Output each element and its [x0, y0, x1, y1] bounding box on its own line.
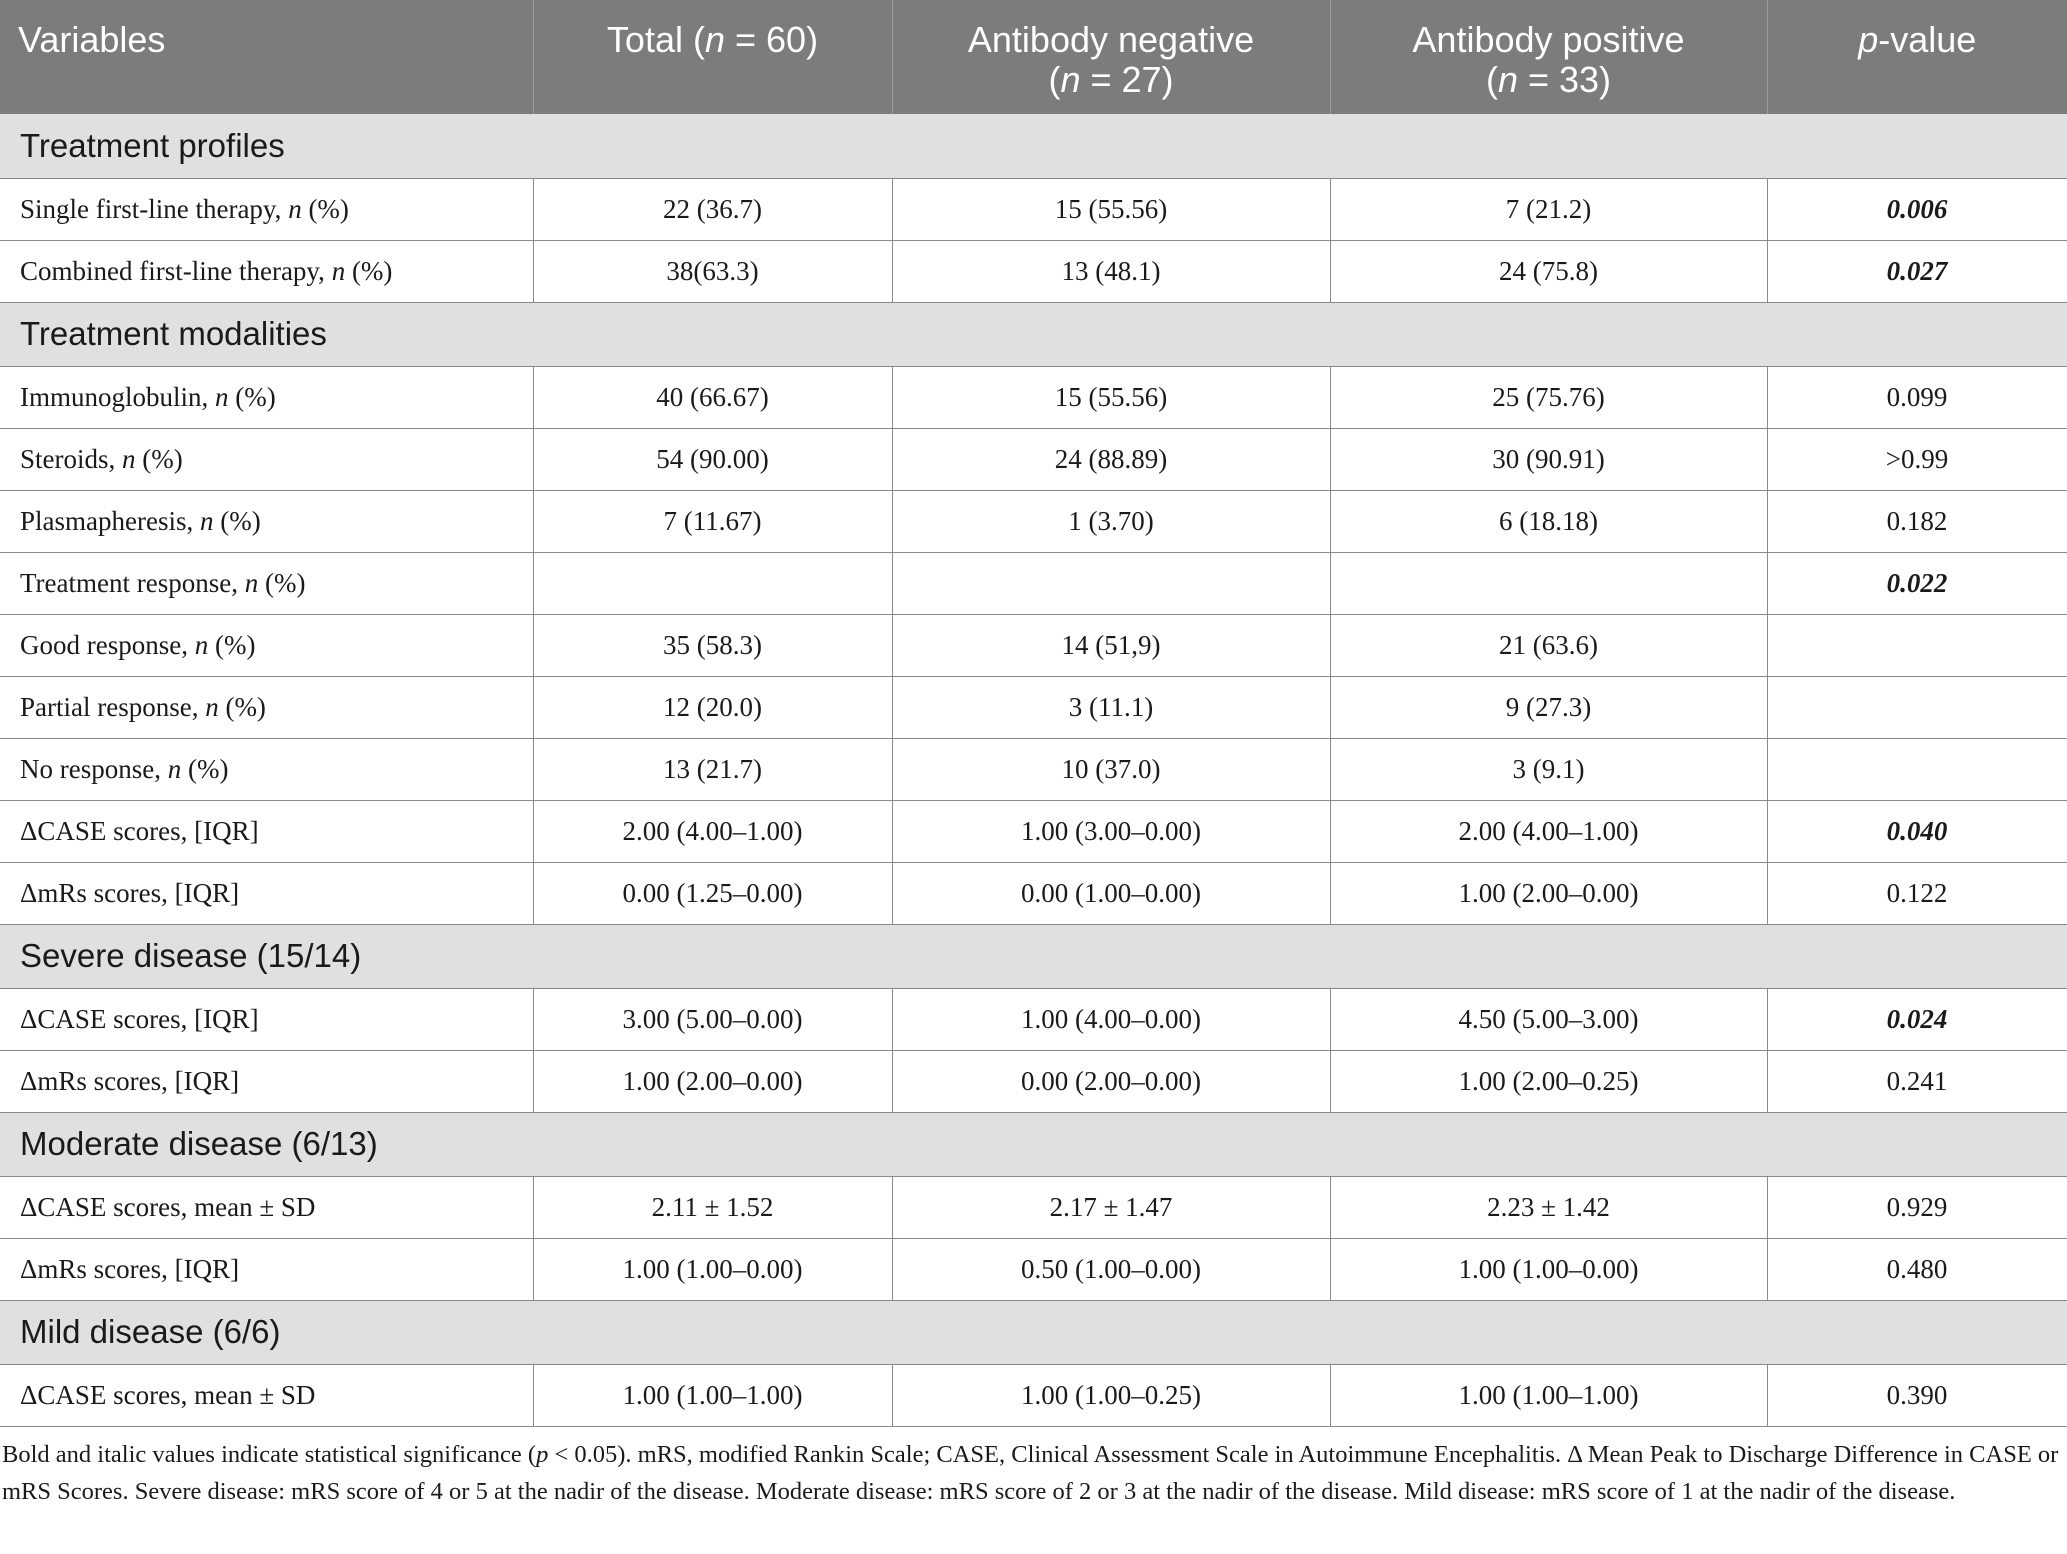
header-antibody-negative: Antibody negative (n = 27): [892, 0, 1330, 114]
row-label-n: n: [288, 193, 302, 224]
cell-total: 2.11 ± 1.52: [533, 1176, 892, 1238]
header-total: Total (n = 60): [533, 0, 892, 114]
row-label-text: Treatment response,: [20, 567, 245, 598]
table-row: [0, 1238, 2067, 1300]
cell-antibody-positive: 21 (63.6): [1330, 614, 1767, 676]
cell-antibody-positive: 4.50 (5.00–3.00): [1330, 988, 1767, 1050]
cell-p-value: 0.929: [1767, 1176, 2067, 1238]
cell-antibody-negative: 15 (55.56): [892, 366, 1330, 428]
header-antibody-positive: Antibody positive (n = 33): [1330, 0, 1767, 114]
row-label-text: ΔmRs scores, [IQR]: [20, 877, 240, 908]
cell-total: 35 (58.3): [533, 614, 892, 676]
cell-antibody-positive: 1.00 (2.00–0.25): [1330, 1050, 1767, 1112]
row-label-unit: (%): [351, 255, 393, 286]
row-label-n: n: [244, 567, 259, 598]
row-label-unit: (%): [235, 381, 276, 412]
cell-antibody-negative: 14 (51,9): [892, 614, 1330, 676]
cell-antibody-positive: 1.00 (2.00–0.00): [1330, 862, 1767, 924]
cell-p-value: 0.006: [1767, 178, 2067, 240]
row-label: [0, 1364, 533, 1426]
cell-antibody-negative: 1 (3.70): [892, 490, 1330, 552]
cell-antibody-positive: 30 (90.91): [1330, 428, 1767, 490]
row-label-n: n: [199, 505, 214, 536]
row-label-unit: (%): [308, 193, 349, 224]
cell-antibody-positive: 9 (27.3): [1330, 676, 1767, 738]
table-row: [0, 988, 2067, 1050]
row-label-text: Immunoglobulin,: [20, 381, 215, 412]
section-title: Mild disease (6/6): [0, 1300, 2067, 1364]
row-label-text: Good response,: [20, 629, 195, 660]
row-label: [0, 1238, 533, 1300]
row-label-text: ΔCASE scores, mean ± SD: [20, 1379, 316, 1410]
row-label: [0, 988, 533, 1050]
cell-total: 12 (20.0): [533, 676, 892, 738]
cell-antibody-negative: 24 (88.89): [892, 428, 1330, 490]
cell-total: 22 (36.7): [533, 178, 892, 240]
cell-total: 1.00 (1.00–0.00): [533, 1238, 892, 1300]
table-row: [0, 490, 2067, 552]
row-label-text: ΔmRs scores, [IQR]: [20, 1065, 240, 1096]
table-header: [0, 0, 2067, 114]
cell-total: 13 (21.7): [533, 738, 892, 800]
row-label: [0, 428, 533, 490]
cell-antibody-negative: 0.00 (2.00–0.00): [892, 1050, 1330, 1112]
row-label: [0, 738, 533, 800]
header-p-value: p-value: [1767, 0, 2067, 114]
cell-antibody-negative: 2.17 ± 1.47: [892, 1176, 1330, 1238]
section-title: Severe disease (15/14): [0, 924, 2067, 988]
row-label: [0, 178, 533, 240]
cell-antibody-negative: 1.00 (3.00–0.00): [892, 800, 1330, 862]
table-row: [0, 366, 2067, 428]
row-label-n: n: [167, 753, 182, 784]
row-label: [0, 800, 533, 862]
table-footnote: Bold and italic values indicate statistical significance (p < 0.05). mRS, modified Rankin Scale; CASE, Clinical Assessment Scale in Autoimmune Encephalitis. Δ Mean Peak to Discharge Difference in CASE or mRS Scores. Severe disease: mRS score of 4 or 5 at the nadir of the disease. Moderate disease: mRS score of 2 or 3 at the nadir of the disease. Mild disease: mRS score of 1 at the nadir of the disease.: [2, 1441, 2059, 1505]
cell-antibody-negative: 0.00 (1.00–0.00): [892, 862, 1330, 924]
cell-p-value: 0.040: [1767, 800, 2067, 862]
table-row: [0, 1176, 2067, 1238]
row-label: [0, 240, 533, 302]
row-label-text: Steroids,: [20, 443, 123, 474]
header-variables: Variables: [0, 0, 533, 114]
row-label-n: n: [122, 443, 136, 474]
table-row: [0, 738, 2067, 800]
row-label-n: n: [331, 255, 346, 286]
row-label-n: n: [194, 629, 209, 660]
cell-antibody-positive: 2.23 ± 1.42: [1330, 1176, 1767, 1238]
section-row: [0, 1300, 2067, 1364]
row-label: [0, 1050, 533, 1112]
row-label: [0, 366, 533, 428]
row-label-unit: (%): [214, 629, 256, 660]
row-label-text: ΔmRs scores, [IQR]: [20, 1253, 240, 1284]
cell-antibody-positive: 2.00 (4.00–1.00): [1330, 800, 1767, 862]
cell-p-value: [1767, 676, 2067, 738]
row-label-text: ΔCASE scores, [IQR]: [20, 1003, 259, 1034]
row-label-text: ΔCASE scores, mean ± SD: [20, 1191, 316, 1222]
cell-total: 7 (11.67): [533, 490, 892, 552]
cell-antibody-negative: 3 (11.1): [892, 676, 1330, 738]
row-label: [0, 676, 533, 738]
cell-total: 1.00 (2.00–0.00): [533, 1050, 892, 1112]
section-row: [0, 1112, 2067, 1176]
cell-antibody-negative: 0.50 (1.00–0.00): [892, 1238, 1330, 1300]
cell-p-value: 0.122: [1767, 862, 2067, 924]
row-label-text: Single first-line therapy,: [20, 193, 289, 224]
table-row: [0, 552, 2067, 614]
row-label-unit: (%): [142, 443, 183, 474]
table-row: [0, 862, 2067, 924]
row-label-text: Plasmapheresis,: [20, 505, 200, 536]
cell-total: 0.00 (1.25–0.00): [533, 862, 892, 924]
row-label: [0, 1176, 533, 1238]
cell-antibody-positive: 24 (75.8): [1330, 240, 1767, 302]
cell-p-value: 0.390: [1767, 1364, 2067, 1426]
row-label-unit: (%): [187, 753, 229, 784]
table-row: [0, 614, 2067, 676]
cell-antibody-positive: 3 (9.1): [1330, 738, 1767, 800]
cell-antibody-positive: 6 (18.18): [1330, 490, 1767, 552]
cell-total: 40 (66.67): [533, 366, 892, 428]
cell-antibody-positive: 1.00 (1.00–1.00): [1330, 1364, 1767, 1426]
table-row: [0, 676, 2067, 738]
section-row: [0, 924, 2067, 988]
row-label-n: n: [215, 381, 229, 412]
cell-antibody-negative: [892, 552, 1330, 614]
cell-antibody-negative: 1.00 (1.00–0.25): [892, 1364, 1330, 1426]
table-row: [0, 1050, 2067, 1112]
table-body: [0, 114, 2067, 1426]
cell-antibody-positive: 25 (75.76): [1330, 366, 1767, 428]
cell-p-value: 0.182: [1767, 490, 2067, 552]
row-label-unit: (%): [264, 567, 306, 598]
cell-total: 54 (90.00): [533, 428, 892, 490]
cell-total: 1.00 (1.00–1.00): [533, 1364, 892, 1426]
cell-p-value: 0.027: [1767, 240, 2067, 302]
cell-p-value: 0.099: [1767, 366, 2067, 428]
table-row: [0, 428, 2067, 490]
cell-total: [533, 552, 892, 614]
row-label: [0, 862, 533, 924]
cell-total: 38(63.3): [533, 240, 892, 302]
cell-total: 3.00 (5.00–0.00): [533, 988, 892, 1050]
section-title: Moderate disease (6/13): [0, 1112, 2067, 1176]
row-label-n: n: [205, 691, 219, 722]
section-row: [0, 302, 2067, 366]
section-title: Treatment profiles: [0, 114, 2067, 178]
cell-p-value: [1767, 738, 2067, 800]
row-label-text: Partial response,: [20, 691, 206, 722]
row-label-text: ΔCASE scores, [IQR]: [20, 815, 259, 846]
table-row: [0, 240, 2067, 302]
row-label: [0, 614, 533, 676]
row-label: [0, 490, 533, 552]
cell-antibody-positive: 7 (21.2): [1330, 178, 1767, 240]
cell-total: 2.00 (4.00–1.00): [533, 800, 892, 862]
cell-p-value: >0.99: [1767, 428, 2067, 490]
section-row: [0, 114, 2067, 178]
row-label-unit: (%): [225, 691, 266, 722]
cell-antibody-negative: 1.00 (4.00–0.00): [892, 988, 1330, 1050]
table-row: [0, 800, 2067, 862]
row-label: [0, 552, 533, 614]
cell-antibody-negative: 15 (55.56): [892, 178, 1330, 240]
cell-p-value: 0.480: [1767, 1238, 2067, 1300]
cell-antibody-negative: 13 (48.1): [892, 240, 1330, 302]
row-label-text: No response,: [20, 753, 168, 784]
row-label-text: Combined first-line therapy,: [20, 255, 332, 286]
cell-p-value: 0.022: [1767, 552, 2067, 614]
cell-p-value: 0.024: [1767, 988, 2067, 1050]
table-row: [0, 1364, 2067, 1426]
cell-antibody-positive: 1.00 (1.00–0.00): [1330, 1238, 1767, 1300]
cell-antibody-negative: 10 (37.0): [892, 738, 1330, 800]
header-row: [0, 0, 2067, 114]
cell-p-value: 0.241: [1767, 1050, 2067, 1112]
row-label-unit: (%): [220, 505, 261, 536]
table-row: [0, 178, 2067, 240]
cell-p-value: [1767, 614, 2067, 676]
section-title: Treatment modalities: [0, 302, 2067, 366]
cell-antibody-positive: [1330, 552, 1767, 614]
